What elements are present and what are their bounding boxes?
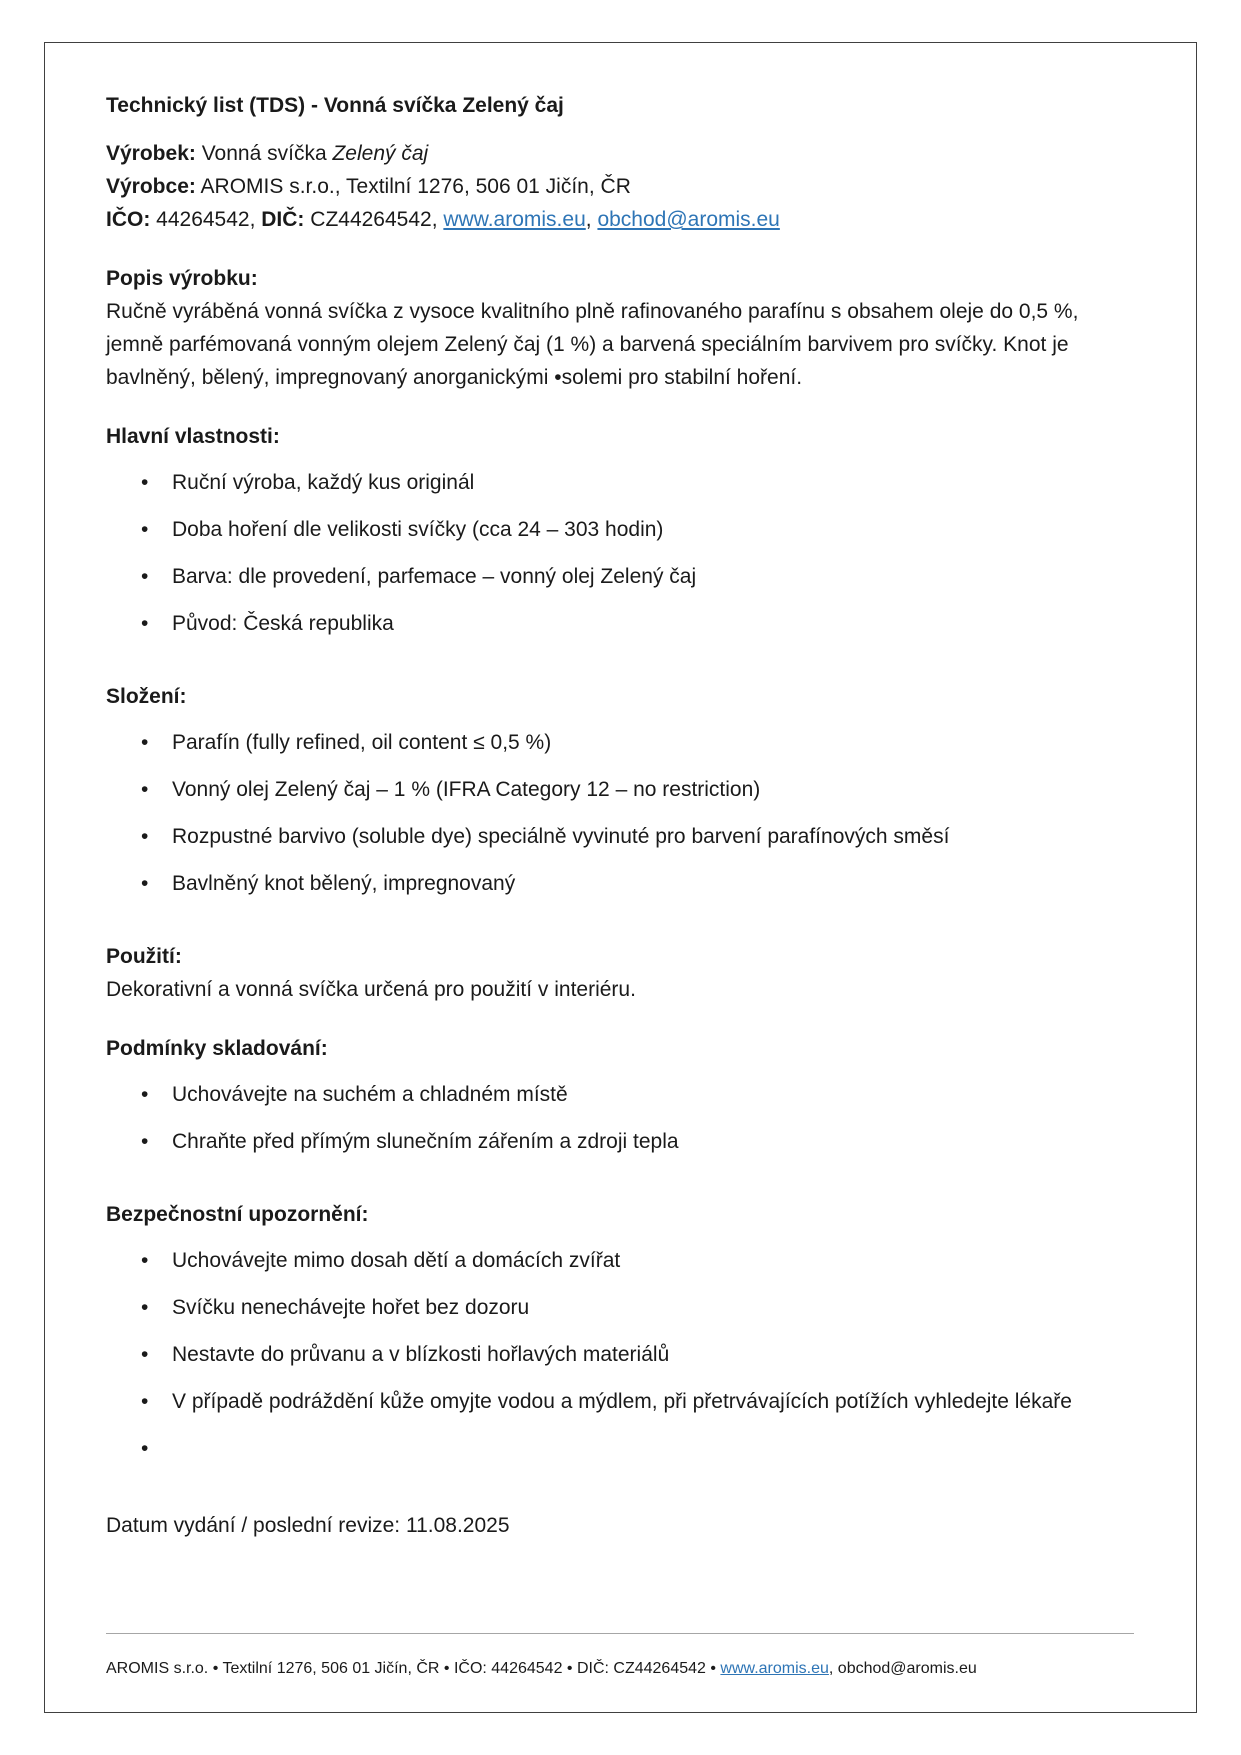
list-item: • Vonný olej Zelený čaj – 1 % (IFRA Category 12 – no restriction) (172, 773, 1134, 806)
list-item: • Parafín (fully refined, oil content ≤ 0,5 %) (172, 726, 1134, 759)
list-item: • Uchovávejte mimo dosah dětí a domácích zvířat (172, 1244, 1134, 1277)
revision-date: Datum vydání / poslední revize: 11.08.2025 (106, 1514, 510, 1537)
label-ico: IČO: (106, 208, 151, 231)
meta-line-product (106, 137, 1134, 170)
document-page (44, 42, 1197, 1713)
value-vyrobek-name: Zelený čaj (332, 142, 429, 165)
value-vyrobce: AROMIS s.r.o., Textilní 1276, 506 01 Jičín, ČR (195, 175, 631, 198)
list-item: • Bavlněný knot bělený, impregnovaný (172, 867, 1134, 900)
aromis-website-link[interactable]: www.aromis.eu (443, 208, 586, 231)
list-item: • Barva: dle provedení, parfemace – vonný olej Zelený čaj (172, 560, 1134, 593)
footer-email-text: , obchod@aromis.eu (828, 1660, 977, 1677)
vlastnosti-list (106, 466, 1134, 654)
pouziti-heading: Použití: (106, 945, 182, 968)
meta-line-ids (106, 203, 1134, 236)
skladovani-heading: Podmínky skladování: (106, 1037, 328, 1060)
bezpecnost-list (106, 1244, 1134, 1479)
label-dic: DIČ: (261, 208, 305, 231)
aromis-email-link[interactable]: obchod@aromis.eu (597, 208, 780, 231)
list-item: • Nestavte do průvanu a v blízkosti hořlavých materiálů (172, 1338, 1134, 1371)
slozeni-list (106, 726, 1134, 914)
label-vyrobek: Výrobek: (106, 142, 196, 165)
list-item: • Doba hoření dle velikosti svíčky (cca 24 – 303 hodin) (172, 513, 1134, 546)
list-item: • Původ: Česká republika (172, 607, 1134, 640)
link-separator: , (585, 208, 598, 231)
list-item: • Chraňte před přímým slunečním zářením a zdroji tepla (172, 1125, 1134, 1158)
slozeni-heading: Složení: (106, 685, 187, 708)
list-item: • Svíčku nenechávejte hořet bez dozoru (172, 1291, 1134, 1324)
label-vyrobce: Výrobce: (106, 175, 196, 198)
document-title: Technický list (TDS) - Vonná svíčka Zelený čaj (106, 94, 564, 117)
footer-website-link[interactable]: www.aromis.eu (720, 1660, 829, 1677)
list-item: • Ruční výroba, každý kus originál (172, 466, 1134, 499)
vlastnosti-heading: Hlavní vlastnosti: (106, 425, 280, 448)
list-item-empty (172, 1432, 1134, 1465)
value-dic: CZ44264542, (304, 208, 444, 231)
value-vyrobek: Vonná svíčka (195, 142, 333, 165)
skladovani-list (106, 1078, 1134, 1172)
meta-line-manufacturer (106, 170, 1134, 203)
footer-company-info: AROMIS s.r.o. • Textilní 1276, 506 01 Jičín, ČR • IČO: 44264542 • DIČ: CZ44264542 • (106, 1660, 721, 1677)
pouziti-body: Dekorativní a vonná svíčka určená pro použití v interiéru. (106, 978, 636, 1001)
footer-text (106, 1634, 1134, 1686)
list-item: • V případě podráždění kůže omyjte vodou a mýdlem, při přetrvávajících potížích vyhledejte lékaře (172, 1385, 1134, 1418)
popis-body: Ručně vyráběná vonná svíčka z vysoce kvalitního plně rafinovaného parafínu s obsahem oleje do 0,5 %, jemně parfémovaná vonným olejem Zelený čaj (1 %) a barvená speciálním barvivem pro svíčky. Knot je bavlněný, bělený, impregnovaný anorganickými •solemi pro stabilní hoření. (106, 300, 1079, 389)
list-item: • Uchovávejte na suchém a chladném místě (172, 1078, 1134, 1111)
value-ico: 44264542, (150, 208, 262, 231)
bezpecnost-heading: Bezpečnostní upozornění: (106, 1203, 369, 1226)
list-item: • Rozpustné barvivo (soluble dye) speciálně vyvinuté pro barvení parafínových směsí (172, 820, 1134, 853)
product-meta (106, 137, 1134, 236)
page-footer (106, 1633, 1134, 1686)
popis-heading: Popis výrobku: (106, 267, 258, 290)
